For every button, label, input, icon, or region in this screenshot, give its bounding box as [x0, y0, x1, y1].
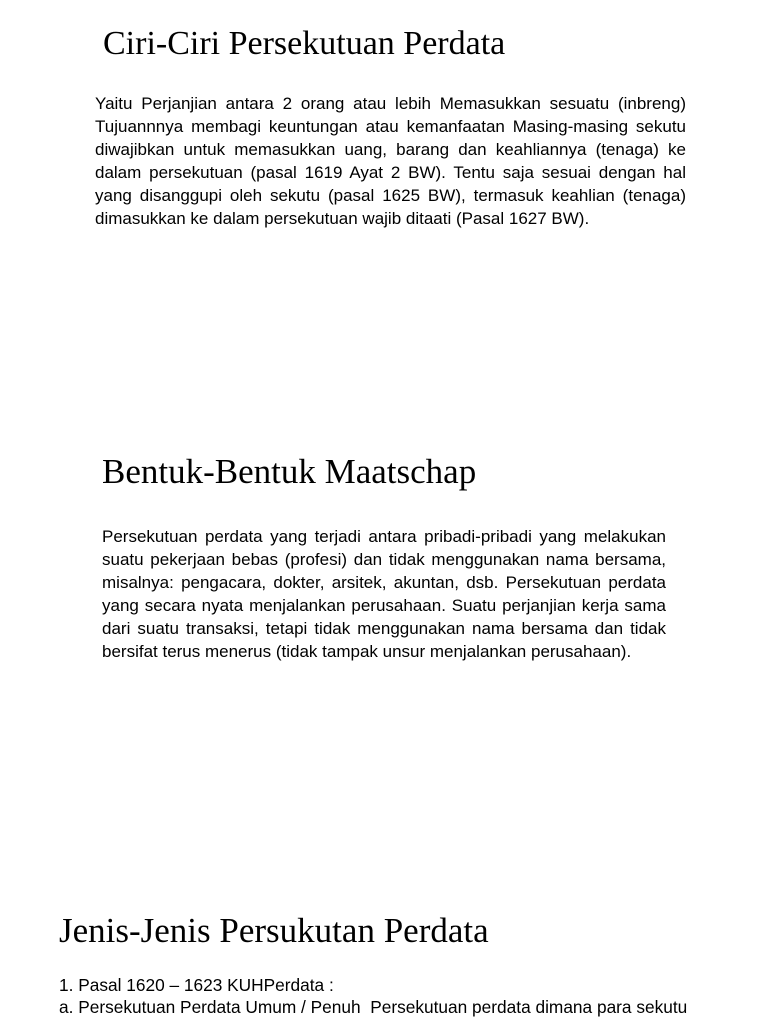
paragraph-line: suatu pekerjaan bebas (profesi) dan tidak menggunakan nama bersama,	[102, 550, 666, 569]
section-paragraph	[95, 92, 686, 230]
paragraph-line: Yaitu Perjanjian antara 2 orang atau lebih Memasukkan sesuatu (inbreng)	[95, 94, 686, 113]
section-list	[59, 974, 739, 1018]
paragraph-line: bersifat terus menerus (tidak tampak unsur menjalankan perusahaan).	[102, 642, 632, 661]
paragraph-line: dari suatu transaksi, tetapi tidak menggunakan nama bersama dan tidak	[102, 619, 666, 638]
section-title: Jenis-Jenis Persukutan Perdata	[59, 911, 489, 950]
paragraph-line: diwajibkan untuk memasukkan uang, barang dan keahliannya (tenaga) ke	[95, 140, 686, 159]
paragraph-line: misalnya: pengacara, dokter, arsitek, akuntan, dsb. Persekutuan perdata	[102, 573, 666, 592]
section-title: Bentuk-Bentuk Maatschap	[102, 452, 477, 491]
paragraph-line: dalam persekutuan (pasal 1619 Ayat 2 BW). Tentu saja sesuai dengan hal	[95, 163, 686, 182]
paragraph-line: Tujuannnya membagi keuntungan atau kemanfaatan Masing-masing sekutu	[95, 117, 686, 136]
section-title: Ciri-Ciri Persekutuan Perdata	[103, 25, 506, 62]
section-paragraph	[102, 525, 666, 663]
paragraph-line: dimasukkan ke dalam persekutuan wajib ditaati (Pasal 1627 BW).	[95, 209, 590, 228]
paragraph-line: Persekutuan perdata yang terjadi antara pribadi-pribadi yang melakukan	[102, 527, 666, 546]
list-item: a. Persekutuan Perdata Umum / Penuh Persekutuan perdata dimana para sekutu	[59, 997, 688, 1017]
list-item: 1. Pasal 1620 – 1623 KUHPerdata :	[59, 975, 334, 995]
paragraph-line: yang disanggupi oleh sekutu (pasal 1625 BW), termasuk keahlian (tenaga)	[95, 186, 686, 205]
paragraph-line: yang secara nyata menjalankan perusahaan. Suatu perjanjian kerja sama	[102, 596, 666, 615]
